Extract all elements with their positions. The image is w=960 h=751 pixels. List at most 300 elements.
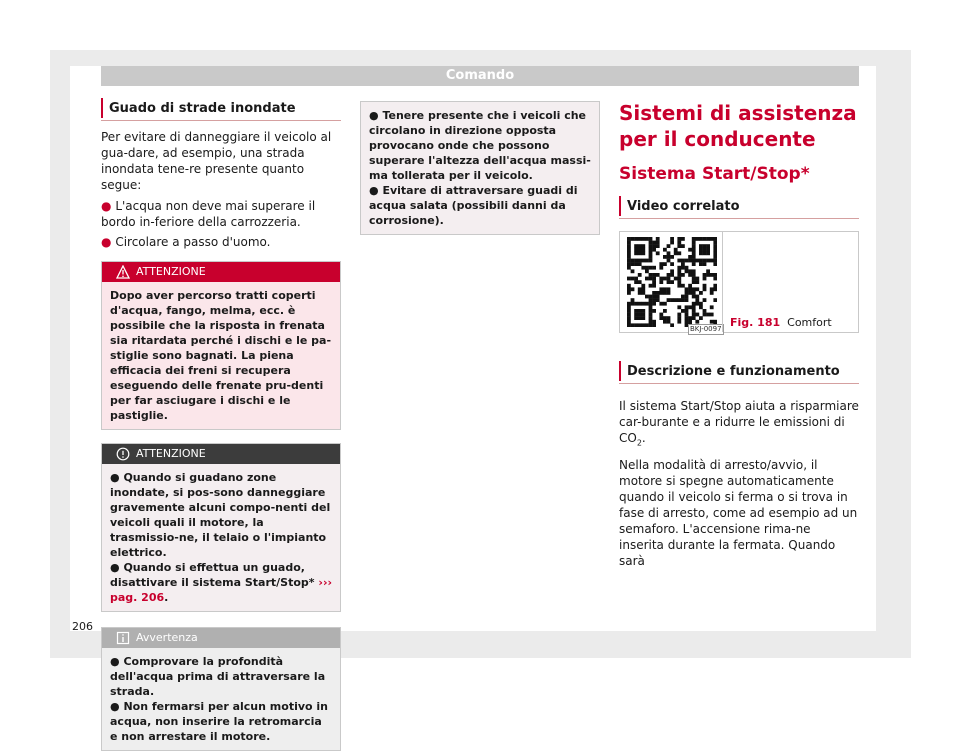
qr-module — [703, 237, 707, 241]
column-right — [619, 100, 859, 569]
qr-module — [703, 284, 707, 288]
qr-module — [699, 251, 703, 255]
qr-module — [649, 241, 653, 245]
heading-marker — [619, 196, 621, 216]
qr-module — [652, 298, 656, 302]
qr-module — [663, 316, 667, 320]
qr-module — [706, 237, 710, 241]
qr-module — [631, 237, 635, 241]
qr-module — [649, 266, 653, 270]
qr-module — [713, 277, 717, 281]
qr-module — [663, 320, 667, 324]
qr-module — [627, 302, 631, 306]
qr-module — [681, 262, 685, 266]
qr-module — [638, 259, 642, 263]
note-body — [102, 648, 340, 750]
qr-module — [645, 266, 649, 270]
qr-module — [688, 248, 692, 252]
qr-module — [692, 291, 696, 295]
qr-module — [681, 284, 685, 288]
qr-module — [670, 237, 674, 241]
qr-module — [713, 248, 717, 252]
qr-module — [659, 313, 663, 317]
qr-module — [656, 251, 660, 255]
qr-module — [677, 244, 681, 248]
qr-module — [677, 277, 681, 281]
qr-module — [656, 291, 660, 295]
qr-module — [681, 273, 685, 277]
qr-module — [703, 251, 707, 255]
qr-module — [663, 291, 667, 295]
qr-module — [667, 287, 671, 291]
qr-module — [710, 291, 714, 295]
qr-module — [645, 302, 649, 306]
qr-module — [677, 237, 681, 241]
qr-module — [685, 309, 689, 313]
list-item: ● Quando si guadano zone inondate, si pos-sono danneggiare gravemente alcuni compo-nenti del veicoli quali il motore, la trasmissio-ne, il telaio o l'impianto elettrico. — [110, 471, 331, 559]
qr-module — [677, 241, 681, 245]
qr-module — [641, 316, 645, 320]
qr-module — [710, 259, 714, 263]
qr-module — [656, 298, 660, 302]
list-item: ● Non fermarsi per alcun motivo in acqua, non inserire la retromarcia e non arrestare il motore. — [110, 700, 329, 743]
qr-module — [699, 316, 703, 320]
qr-module — [713, 237, 717, 241]
qr-module — [641, 313, 645, 317]
qr-module — [645, 323, 649, 327]
qr-module — [627, 251, 631, 255]
list-item: ● Comprovare la profondità dell'acqua prima di attraversare la strada. — [110, 655, 326, 698]
qr-module — [649, 298, 653, 302]
qr-module — [688, 284, 692, 288]
qr-module — [649, 305, 653, 309]
qr-module — [627, 305, 631, 309]
qr-module — [631, 287, 635, 291]
note-box — [101, 627, 341, 751]
figure-divider — [722, 232, 723, 332]
qr-module — [692, 251, 696, 255]
qr-module — [638, 244, 642, 248]
qr-module — [641, 291, 645, 295]
qr-module — [692, 305, 696, 309]
attention-label: ATTENZIONE — [136, 447, 206, 460]
qr-module — [677, 320, 681, 324]
qr-module — [706, 313, 710, 317]
qr-module — [627, 266, 631, 270]
warning-text: Dopo aver percorso tratti coperti d'acqua, fango, melma, ecc. è possibile che la risposta in frenata sia ritardata perché i dischi e le pa-stiglie sono bagnati. La piena efficacia dei freni si recupera eseguendo delle frenate pru-denti per far asciugare i dischi e le pastiglie. — [102, 282, 340, 429]
qr-module — [681, 266, 685, 270]
qr-module — [667, 291, 671, 295]
qr-code-image[interactable] — [627, 237, 717, 327]
qr-module — [638, 323, 642, 327]
qr-module — [703, 309, 707, 313]
qr-module — [688, 255, 692, 259]
qr-module — [627, 313, 631, 317]
qr-module — [677, 305, 681, 309]
qr-module — [692, 244, 696, 248]
qr-module — [652, 266, 656, 270]
qr-module — [699, 237, 703, 241]
qr-module — [713, 255, 717, 259]
qr-module — [663, 262, 667, 266]
bullet-icon: ● — [110, 561, 120, 574]
qr-module — [692, 273, 696, 277]
qr-module — [634, 262, 638, 266]
qr-module — [695, 302, 699, 306]
qr-module — [627, 262, 631, 266]
qr-module — [659, 262, 663, 266]
qr-module — [681, 244, 685, 248]
qr-module — [641, 244, 645, 248]
qr-module — [681, 309, 685, 313]
qr-module — [645, 295, 649, 299]
qr-module — [649, 251, 653, 255]
qr-module — [652, 320, 656, 324]
qr-module — [692, 262, 696, 266]
qr-module — [713, 251, 717, 255]
qr-module — [638, 237, 642, 241]
qr-module — [627, 316, 631, 320]
qr-module — [627, 323, 631, 327]
qr-module — [634, 277, 638, 281]
qr-module — [692, 237, 696, 241]
qr-module — [649, 284, 653, 288]
intro-text: Per evitare di danneggiare il veicolo al gua-dare, ad esempio, una strada inondata tene-re presente quanto segue: — [101, 130, 332, 192]
list-item: ● L'acqua non deve mai superare il bordo in-feriore della carrozzeria. — [101, 199, 316, 229]
qr-module — [710, 273, 714, 277]
section-heading — [619, 359, 859, 384]
section-heading — [619, 194, 859, 219]
list-item: ● Evitare di attraversare guadi di acqua salata (possibili danni da corrosione). — [369, 184, 578, 227]
qr-module — [627, 237, 631, 241]
qr-module — [699, 244, 703, 248]
qr-module — [699, 291, 703, 295]
qr-module — [695, 277, 699, 281]
qr-module — [631, 302, 635, 306]
qr-module — [634, 316, 638, 320]
note-label: Avvertenza — [136, 631, 198, 644]
qr-module — [667, 259, 671, 263]
qr-module — [670, 323, 674, 327]
qr-module — [692, 309, 696, 313]
figure-caption-text: Comfort — [787, 316, 832, 329]
qr-module — [638, 287, 642, 291]
qr-module — [706, 259, 710, 263]
qr-module — [713, 273, 717, 277]
qr-module — [685, 287, 689, 291]
qr-module — [634, 280, 638, 284]
qr-module — [670, 280, 674, 284]
qr-module — [649, 255, 653, 259]
section-title: Descrizione e funzionamento — [627, 363, 840, 379]
qr-module — [692, 277, 696, 281]
qr-module — [634, 248, 638, 252]
list-item: ● Tenere presente che i veicoli che circolano in direzione opposta provocano onde che possono superare l'altezza dell'acqua massi-ma tollerata per il veicolo. — [369, 109, 591, 182]
qr-module — [627, 259, 631, 263]
attention-header — [102, 444, 340, 464]
qr-module — [663, 302, 667, 306]
qr-module — [692, 316, 696, 320]
qr-module — [634, 323, 638, 327]
qr-module — [710, 237, 714, 241]
qr-module — [659, 302, 663, 306]
qr-module — [649, 309, 653, 313]
qr-module — [649, 302, 653, 306]
qr-module — [627, 241, 631, 245]
qr-module — [638, 262, 642, 266]
qr-module — [667, 273, 671, 277]
bullet-icon: ● — [369, 184, 379, 197]
qr-module — [638, 251, 642, 255]
chapter-header: Comando — [101, 66, 859, 86]
qr-module — [677, 273, 681, 277]
warning-header — [102, 262, 340, 282]
qr-module — [706, 244, 710, 248]
qr-module — [699, 302, 703, 306]
qr-module — [695, 295, 699, 299]
qr-module — [710, 313, 714, 317]
qr-module — [692, 287, 696, 291]
qr-module — [627, 284, 631, 288]
qr-module — [713, 241, 717, 245]
heading-marker — [619, 361, 621, 381]
qr-module — [692, 295, 696, 299]
qr-module — [674, 251, 678, 255]
info-circle-icon — [116, 447, 130, 461]
qr-module — [627, 320, 631, 324]
qr-module — [649, 316, 653, 320]
qr-module — [713, 287, 717, 291]
qr-module — [699, 305, 703, 309]
qr-module — [641, 323, 645, 327]
qr-module — [674, 277, 678, 281]
qr-module — [656, 244, 660, 248]
qr-module — [667, 277, 671, 281]
bullet-icon: ● — [110, 471, 120, 484]
qr-module — [677, 284, 681, 288]
qr-module — [663, 287, 667, 291]
qr-module — [641, 237, 645, 241]
qr-module — [641, 284, 645, 288]
qr-module — [699, 248, 703, 252]
qr-module — [713, 244, 717, 248]
qr-module — [663, 309, 667, 313]
qr-module — [663, 255, 667, 259]
qr-module — [631, 298, 635, 302]
figure-box — [619, 231, 859, 333]
qr-module — [649, 273, 653, 277]
qr-module — [631, 277, 635, 281]
qr-module — [631, 323, 635, 327]
section-title: Video correlato — [627, 198, 740, 214]
list-item: ● Circolare a passo d'uomo. — [101, 235, 271, 249]
qr-module — [645, 277, 649, 281]
qr-module — [692, 259, 696, 263]
qr-module — [706, 248, 710, 252]
qr-module — [688, 269, 692, 273]
qr-module — [685, 266, 689, 270]
qr-module — [667, 280, 671, 284]
qr-module — [692, 241, 696, 245]
qr-module — [634, 309, 638, 313]
bullet-icon: ● — [110, 655, 120, 668]
qr-module — [656, 237, 660, 241]
page-number: 206 — [72, 620, 93, 633]
body-paragraph: Il sistema Start/Stop aiuta a risparmiare car-burante e a ridurre le emissioni di $CO_2$. — [619, 399, 859, 448]
qr-module — [652, 302, 656, 306]
warning-continuation-box — [360, 101, 600, 235]
qr-module — [692, 313, 696, 317]
qr-module — [638, 302, 642, 306]
qr-module — [703, 287, 707, 291]
qr-module — [688, 291, 692, 295]
qr-module — [649, 320, 653, 324]
qr-module — [641, 309, 645, 313]
qr-module — [667, 320, 671, 324]
qr-module — [649, 295, 653, 299]
attention-body — [102, 464, 340, 611]
qr-module — [652, 248, 656, 252]
qr-module — [638, 280, 642, 284]
qr-module — [710, 305, 714, 309]
list-item: ● Quando si effettua un guado, disattivare il sistema Start/Stop* ››› pag. 206. — [110, 561, 333, 604]
qr-module — [645, 259, 649, 263]
qr-module — [688, 259, 692, 263]
qr-module — [631, 269, 635, 273]
qr-module — [659, 316, 663, 320]
qr-module — [695, 313, 699, 317]
qr-module — [692, 280, 696, 284]
qr-module — [688, 287, 692, 291]
bullet-icon: ● — [101, 235, 112, 249]
qr-module — [670, 269, 674, 273]
qr-module — [641, 266, 645, 270]
qr-module — [677, 316, 681, 320]
qr-module — [706, 251, 710, 255]
qr-module — [652, 241, 656, 245]
qr-module — [685, 291, 689, 295]
continuation-body — [361, 102, 599, 234]
qr-module — [641, 259, 645, 263]
qr-module — [645, 237, 649, 241]
qr-module — [692, 248, 696, 252]
note-header — [102, 628, 340, 648]
qr-module — [685, 313, 689, 317]
qr-module — [681, 298, 685, 302]
qr-module — [652, 323, 656, 327]
qr-module — [677, 251, 681, 255]
subchapter-title: Sistema Start/Stop* — [619, 164, 810, 184]
qr-module — [652, 309, 656, 313]
qr-module — [692, 302, 696, 306]
column-left — [101, 96, 341, 751]
qr-module — [695, 280, 699, 284]
qr-module — [638, 309, 642, 313]
qr-module — [703, 244, 707, 248]
qr-module — [699, 259, 703, 263]
qr-module — [706, 273, 710, 277]
qr-module — [667, 298, 671, 302]
figure-caption — [730, 316, 832, 329]
qr-module — [641, 248, 645, 252]
qr-module — [649, 277, 653, 281]
qr-module — [688, 305, 692, 309]
qr-module — [703, 298, 707, 302]
qr-module — [634, 244, 638, 248]
qr-module — [695, 298, 699, 302]
qr-module — [659, 287, 663, 291]
qr-module — [649, 313, 653, 317]
qr-module — [695, 237, 699, 241]
attention-box — [101, 443, 341, 612]
qr-module — [670, 255, 674, 259]
qr-module — [627, 244, 631, 248]
qr-module — [627, 291, 631, 295]
qr-module — [634, 302, 638, 306]
qr-module — [692, 255, 696, 259]
qr-module — [659, 291, 663, 295]
qr-module — [677, 259, 681, 263]
qr-module — [638, 313, 642, 317]
bullet-icon: ● — [369, 109, 379, 122]
qr-module — [685, 305, 689, 309]
qr-module — [649, 244, 653, 248]
bullet-icon: ● — [110, 700, 120, 713]
qr-module — [659, 280, 663, 284]
qr-module — [649, 259, 653, 263]
qr-module — [674, 298, 678, 302]
qr-module — [681, 259, 685, 263]
qr-module — [649, 248, 653, 252]
qr-module — [713, 259, 717, 263]
qr-module — [634, 251, 638, 255]
section-title: Guado di strade inondate — [109, 100, 296, 116]
qr-module — [685, 316, 689, 320]
qr-module — [652, 280, 656, 284]
qr-module — [713, 298, 717, 302]
qr-module — [677, 266, 681, 270]
qr-module — [663, 248, 667, 252]
qr-module — [634, 313, 638, 317]
chapter-title: Sistemi di assistenza per il conducente — [619, 101, 857, 151]
qr-module — [710, 287, 714, 291]
qr-module — [652, 291, 656, 295]
figure-number: Fig. 181 — [730, 316, 781, 329]
warning-label: ATTENZIONE — [136, 265, 206, 278]
page-link[interactable]: ››› pag. 206 — [110, 576, 333, 604]
qr-module — [627, 277, 631, 281]
qr-module — [638, 248, 642, 252]
qr-module — [641, 287, 645, 291]
qr-module — [631, 262, 635, 266]
qr-module — [681, 237, 685, 241]
bullet-icon: ● — [101, 199, 112, 213]
qr-module — [677, 298, 681, 302]
qr-module — [641, 302, 645, 306]
qr-module — [627, 248, 631, 252]
qr-module — [670, 241, 674, 245]
qr-module — [656, 273, 660, 277]
qr-module — [703, 259, 707, 263]
qr-module — [631, 259, 635, 263]
note-info-icon — [116, 631, 130, 645]
qr-module — [681, 295, 685, 299]
qr-module — [695, 259, 699, 263]
qr-module — [703, 248, 707, 252]
qr-module — [652, 273, 656, 277]
qr-module — [627, 287, 631, 291]
section-heading — [101, 96, 341, 121]
